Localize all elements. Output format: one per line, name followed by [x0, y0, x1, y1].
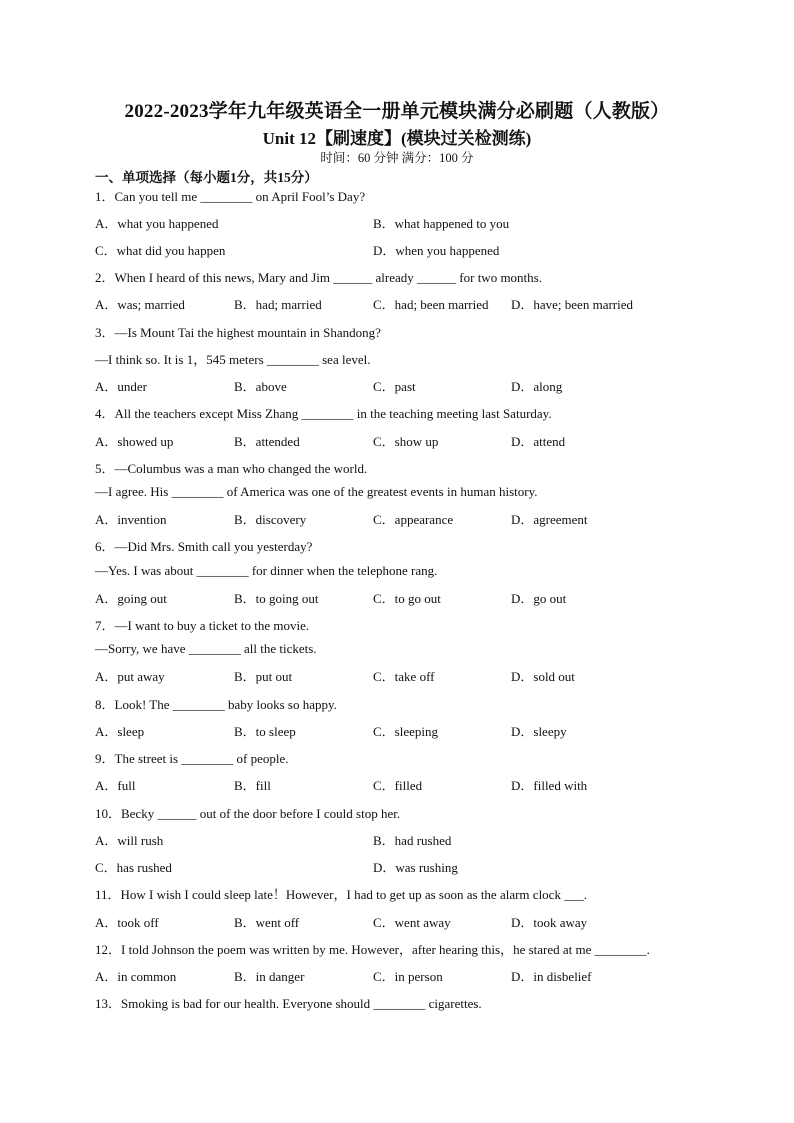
option-c: C．show up	[373, 434, 439, 449]
question-stem: 9．The street is ________ of people.	[95, 751, 289, 766]
question-stem: 5．—Columbus was a man who changed the world.	[95, 461, 368, 476]
option-b: B．had rushed	[373, 833, 452, 848]
option-d: D．took away	[511, 915, 588, 930]
option-b: B．to sleep	[234, 724, 296, 739]
option-c: C．went away	[373, 915, 451, 930]
option-d: D．filled with	[511, 778, 588, 793]
option-d: D．along	[511, 379, 563, 394]
question-stem: 8．Look! The ________ baby looks so happy.	[95, 697, 337, 712]
option-d: D．was rushing	[373, 860, 458, 875]
option-d: D．go out	[511, 591, 567, 606]
option-d: D．sleepy	[511, 724, 567, 739]
question-stem: 1．Can you tell me ________ on April Fool’s Day?	[95, 189, 366, 204]
option-c: C．has rushed	[95, 860, 172, 875]
option-b: B．attended	[234, 434, 300, 449]
option-b: B．to going out	[234, 591, 319, 606]
question-stem: 12．I told Johnson the poem was written by me. However，after hearing this，he stared at me ________.	[95, 942, 650, 957]
option-a: A．sleep	[95, 724, 145, 739]
option-c: C．had; been married	[373, 297, 489, 312]
option-d: D．have; been married	[511, 297, 634, 312]
option-c: C．appearance	[373, 512, 454, 527]
option-b: B．fill	[234, 778, 271, 793]
option-c: C．in person	[373, 969, 443, 984]
option-a: A．showed up	[95, 434, 174, 449]
question-stem: 3．—Is Mount Tai the highest mountain in Shandong?	[95, 325, 381, 340]
option-b: B．in danger	[234, 969, 305, 984]
question-stem-line2: —Sorry, we have ________ all the tickets.	[95, 641, 317, 656]
option-a: A．invention	[95, 512, 167, 527]
question-stem: 4．All the teachers except Miss Zhang ________ in the teaching meeting last Saturday.	[95, 406, 552, 421]
option-b: B．had; married	[234, 297, 322, 312]
question-stem: 7．—I want to buy a ticket to the movie.	[95, 618, 310, 633]
option-a: A．in common	[95, 969, 177, 984]
option-a: A．put away	[95, 669, 165, 684]
option-c: C．take off	[373, 669, 435, 684]
option-a: A．will rush	[95, 833, 164, 848]
question-stem: 10．Becky ______ out of the door before I could stop her.	[95, 806, 401, 821]
document-title: 2022-2023学年九年级英语全一册单元模块满分必刷题（人教版）	[124, 101, 670, 122]
option-a: A．what you happened	[95, 216, 219, 231]
option-a: A．full	[95, 778, 136, 793]
document-subtitle: Unit 12【刷速度】(模块过关检测练)	[262, 129, 532, 148]
option-a: A．was; married	[95, 297, 185, 312]
option-d: D．agreement	[511, 512, 588, 527]
section-heading: 一、单项选择（每小题1分，共15分）	[95, 170, 318, 185]
option-c: C．what did you happen	[95, 243, 226, 258]
option-b: B．what happened to you	[373, 216, 510, 231]
option-d: D．when you happened	[373, 243, 500, 258]
option-b: B．discovery	[234, 512, 307, 527]
option-c: C．sleeping	[373, 724, 438, 739]
question-stem: 6．—Did Mrs. Smith call you yesterday?	[95, 539, 313, 554]
question-stem-line2: —I think so. It is 1，545 meters ________ sea level.	[95, 352, 371, 367]
option-a: A．took off	[95, 915, 159, 930]
question-stem-line2: —Yes. I was about ________ for dinner when the telephone rang.	[95, 563, 438, 578]
option-d: D．attend	[511, 434, 566, 449]
option-c: C．past	[373, 379, 416, 394]
option-d: D．sold out	[511, 669, 575, 684]
option-b: B．went off	[234, 915, 300, 930]
question-stem: 11．How I wish I could sleep late！However，I had to get up as soon as the alarm clock ___.	[95, 887, 587, 902]
exam-time-score: 时间：60 分钟 满分：100 分	[320, 151, 474, 165]
option-d: D．in disbelief	[511, 969, 592, 984]
option-a: A．going out	[95, 591, 167, 606]
option-c: C．filled	[373, 778, 423, 793]
question-stem: 2．When I heard of this news, Mary and Jim ______ already ______ for two months.	[95, 270, 542, 285]
question-stem: 13．Smoking is bad for our health. Everyone should ________ cigarettes.	[95, 996, 482, 1011]
question-stem-line2: —I agree. His ________ of America was one of the greatest events in human history.	[95, 484, 538, 499]
option-b: B．above	[234, 379, 287, 394]
option-b: B．put out	[234, 669, 293, 684]
option-a: A．under	[95, 379, 147, 394]
option-c: C．to go out	[373, 591, 441, 606]
